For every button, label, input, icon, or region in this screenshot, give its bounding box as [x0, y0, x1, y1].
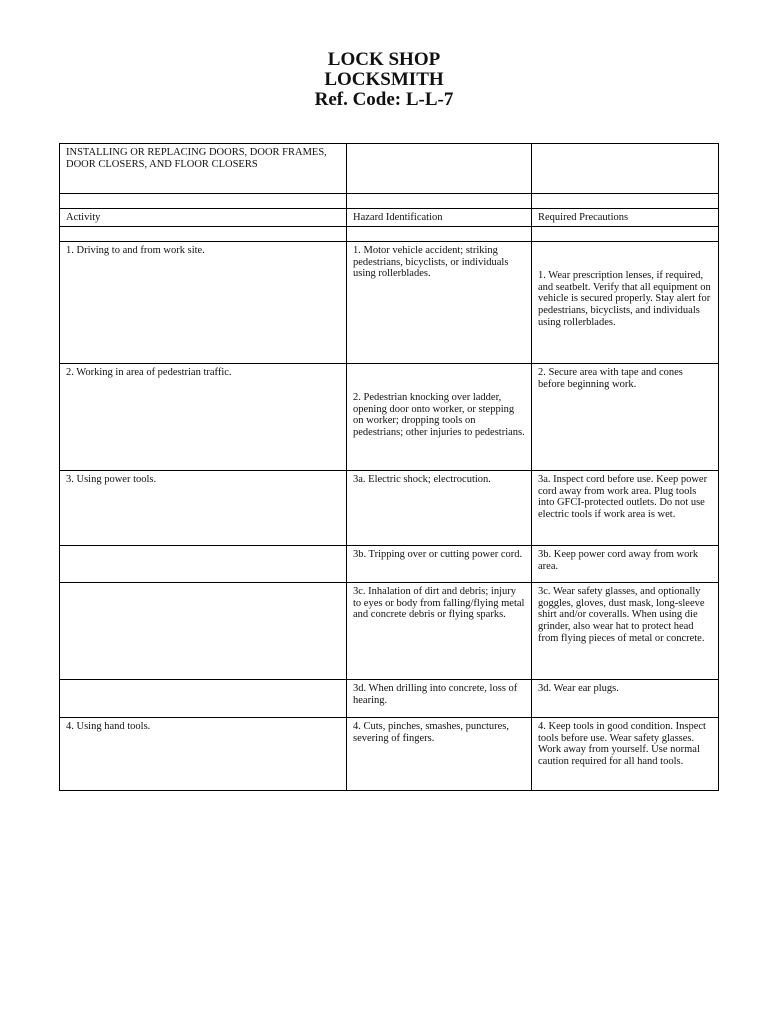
- header-hazard: Hazard Identification: [347, 209, 532, 227]
- table-row: [60, 717, 719, 790]
- hazard-cell: 3b. Tripping over or cutting power cord.: [347, 545, 532, 582]
- precaution-cell: 4. Keep tools in good condition. Inspect tools before use. Wear safety glasses. Work away from yourself. Use normal caution required for all hand tools.: [532, 717, 719, 790]
- header-precautions: Required Precautions: [532, 209, 719, 227]
- spacer-row: [60, 226, 719, 241]
- precaution-cell: 3a. Inspect cord before use. Keep power cord away from work area. Plug tools into GFCI-protected outlets. Do not use electric tools if work area is wet.: [532, 470, 719, 545]
- precaution-cell: 3b. Keep power cord away from work area.: [532, 545, 719, 582]
- precaution-cell: [532, 241, 719, 363]
- table-row: [60, 241, 719, 363]
- activity-cell: [60, 582, 347, 679]
- table-row: [60, 363, 719, 470]
- table-row: [60, 470, 719, 545]
- activity-cell: 4. Using hand tools.: [60, 717, 347, 790]
- activity-cell: [60, 545, 347, 582]
- activity-cell: 3. Using power tools.: [60, 470, 347, 545]
- spacer-cell: [532, 226, 719, 241]
- hazard-cell: 1. Motor vehicle accident; striking pedestrians, bicyclists, or individuals using rollerblades.: [347, 241, 532, 363]
- section-title-row: [60, 144, 719, 194]
- activity-cell: [60, 679, 347, 717]
- spacer-cell: [347, 194, 532, 209]
- hazard-cell: 3a. Electric shock; electrocution.: [347, 470, 532, 545]
- title-ref-code: Ref. Code: L-L-7: [314, 89, 454, 110]
- spacer-cell: [60, 226, 347, 241]
- spacer-row: [60, 194, 719, 209]
- title-trade: LOCKSMITH: [324, 69, 444, 90]
- spacer-cell: [347, 226, 532, 241]
- table-row: [60, 679, 719, 717]
- hazard-text: 2. Pedestrian knocking over ladder, opening door onto worker, or stepping on worker; dropping tools on pedestrians; other injuries to pedestrians.: [353, 391, 525, 439]
- precaution-cell: 3c. Wear safety glasses, and optionally goggles, gloves, dust mask, long-sleeve shirt and/or coveralls. When using die grinder, also wear hat to protect head from flying pieces of metal or concrete.: [532, 582, 719, 679]
- hazard-cell: [347, 363, 532, 470]
- section-title: INSTALLING OR REPLACING DOORS, DOOR FRAMES, DOOR CLOSERS, AND FLOOR CLOSERS: [60, 144, 347, 194]
- precaution-text: 1. Wear prescription lenses, if required, and seatbelt. Verify that all equipment on vehicle is secured properly. Stay alert for pedestrians, bicyclists, and individuals using rollerblades.: [538, 269, 711, 328]
- hazard-cell: 3c. Inhalation of dirt and debris; injury to eyes or body from falling/flying metal and concrete debris or flying sparks.: [347, 582, 532, 679]
- hazard-cell: 4. Cuts, pinches, smashes, punctures, severing of fingers.: [347, 717, 532, 790]
- table-row: [60, 582, 719, 679]
- spacer-cell: [60, 194, 347, 209]
- activity-cell: 2. Working in area of pedestrian traffic.: [60, 363, 347, 470]
- precaution-cell: 2. Secure area with tape and cones before beginning work.: [532, 363, 719, 470]
- empty-cell: [532, 144, 719, 194]
- spacer-cell: [532, 194, 719, 209]
- table-row: [60, 545, 719, 582]
- column-header-row: [60, 209, 719, 227]
- precaution-cell: 3d. Wear ear plugs.: [532, 679, 719, 717]
- hazard-analysis-table: [59, 143, 719, 791]
- activity-cell: 1. Driving to and from work site.: [60, 241, 347, 363]
- hazard-cell: 3d. When drilling into concrete, loss of hearing.: [347, 679, 532, 717]
- title-shop: LOCK SHOP: [327, 49, 441, 70]
- header-activity: Activity: [60, 209, 347, 227]
- document-title: [0, 50, 768, 110]
- empty-cell: [347, 144, 532, 194]
